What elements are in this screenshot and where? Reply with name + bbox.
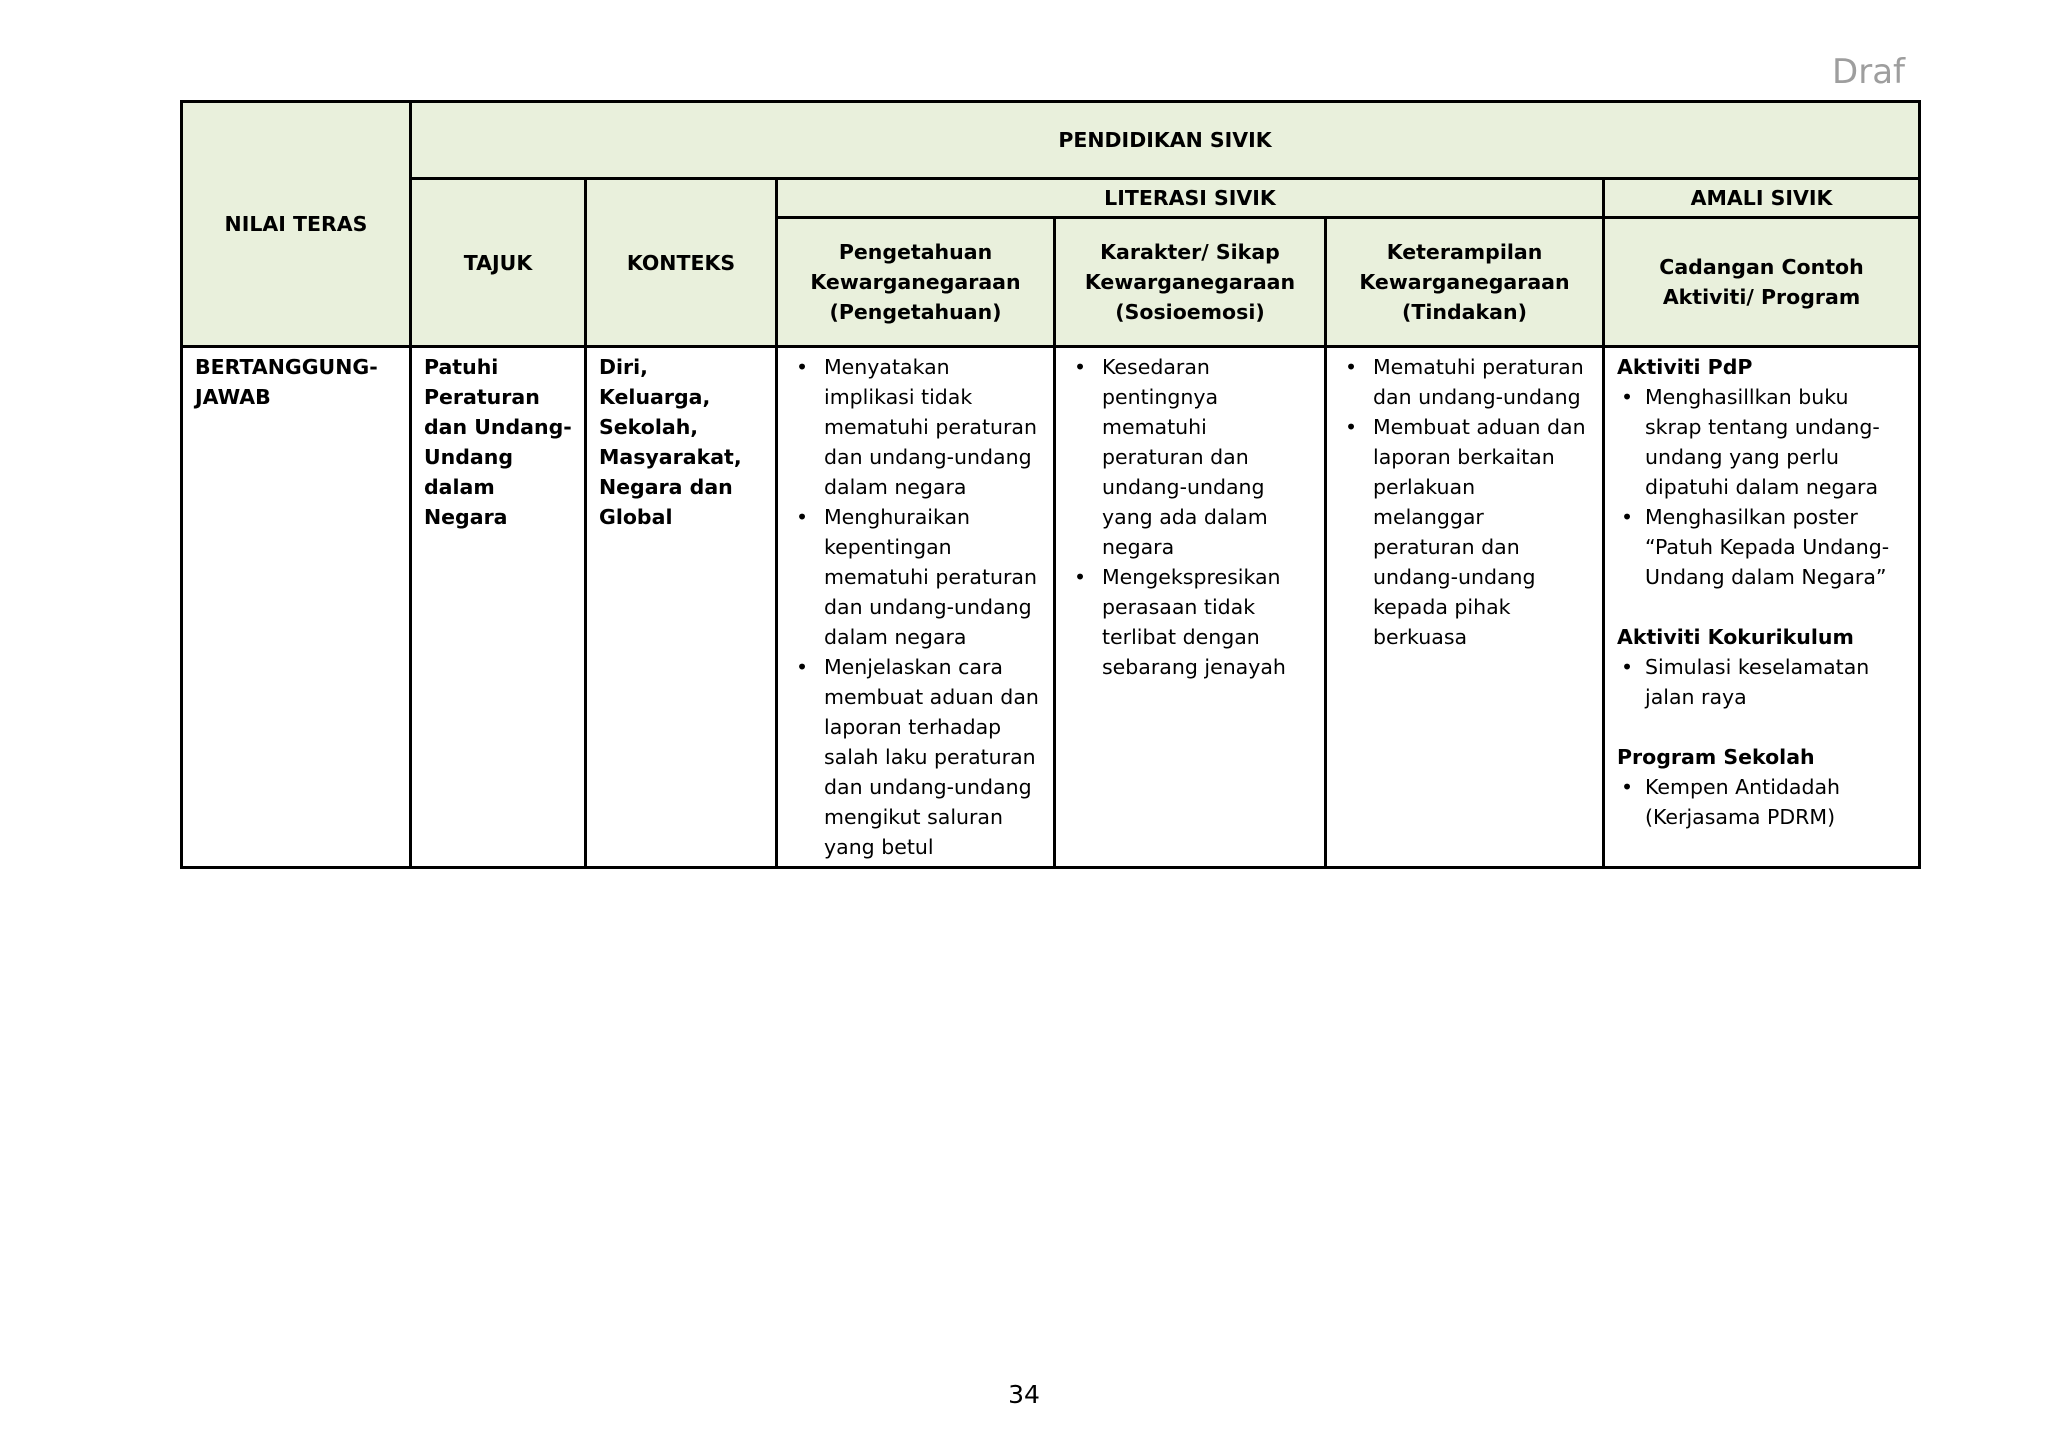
list-item: • Menghasillkan buku skrap tentang undang-undang yang perlu dipatuhi dalam negara [1645, 382, 1906, 502]
cell-pengetahuan [777, 347, 1055, 868]
section-title-pdp: Aktiviti PdP [1617, 355, 1753, 379]
table-row [182, 347, 1920, 868]
header-nilai-teras: NILAI TERAS [182, 102, 411, 347]
list-item: • Menghuraikan kepentingan mematuhi peraturan dan undang-undang dalam negara [824, 502, 1041, 652]
draft-watermark: Draf [1832, 52, 1905, 92]
list-item: • Kesedaran pentingnya mematuhi peraturan dan undang-undang yang ada dalam negara [1102, 352, 1312, 562]
cell-karakter [1055, 347, 1326, 868]
header-amali-sivik: AMALI SIVIK [1604, 179, 1920, 218]
header-pendidikan-sivik: PENDIDIKAN SIVIK [411, 102, 1920, 179]
list-item: • Simulasi keselamatan jalan raya [1645, 652, 1906, 712]
list-item: • Mematuhi peraturan dan undang-undang [1373, 352, 1590, 412]
list-item: • Menjelaskan cara membuat aduan dan laporan terhadap salah laku peraturan dan undang-undang mengikut saluran yang betul [824, 652, 1041, 862]
list-item: • Menghasilkan poster “Patuh Kepada Undang-Undang dalam Negara” [1645, 502, 1906, 592]
page-number: 34 [1008, 1380, 1040, 1409]
header-tajuk: TAJUK [411, 179, 586, 347]
header-pengetahuan: Pengetahuan Kewarganegaraan (Pengetahuan) [777, 218, 1055, 347]
civic-education-table [180, 100, 1921, 869]
cell-nilai-teras: BERTANGGUNG-JAWAB [182, 347, 411, 868]
header-karakter: Karakter/ Sikap Kewarganegaraan (Sosioemosi) [1055, 218, 1326, 347]
header-literasi-sivik: LITERASI SIVIK [777, 179, 1604, 218]
section-title-kokurikulum: Aktiviti Kokurikulum [1617, 625, 1854, 649]
list-item: • Menyatakan implikasi tidak mematuhi peraturan dan undang-undang dalam negara [824, 352, 1041, 502]
header-konteks: KONTEKS [586, 179, 777, 347]
header-cadangan: Cadangan Contoh Aktiviti/ Program [1604, 218, 1920, 347]
cell-cadangan [1604, 347, 1920, 868]
cell-keterampilan [1326, 347, 1604, 868]
header-keterampilan: Keterampilan Kewarganegaraan (Tindakan) [1326, 218, 1604, 347]
list-item: • Kempen Antidadah (Kerjasama PDRM) [1645, 772, 1906, 832]
cell-tajuk: Patuhi Peraturan dan Undang-Undang dalam Negara [411, 347, 586, 868]
section-title-program-sekolah: Program Sekolah [1617, 745, 1815, 769]
list-item: • Mengekspresikan perasaan tidak terlibat dengan sebarang jenayah [1102, 562, 1312, 682]
cell-konteks: Diri, Keluarga, Sekolah, Masyarakat, Negara dan Global [586, 347, 777, 868]
list-item: • Membuat aduan dan laporan berkaitan perlakuan melanggar peraturan dan undang-undang kepada pihak berkuasa [1373, 412, 1590, 652]
